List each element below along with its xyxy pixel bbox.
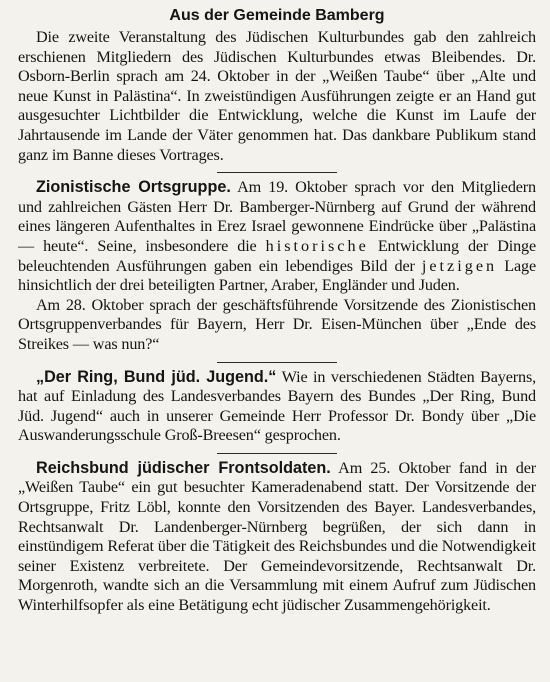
paragraph-text: Wie in verschiedenen Städten Bayerns, hat auf Einladung des Landesverbandes Bayern des Bundes „Der Ring, Bund Jüd. Jugend“ auch in unserer Gemeinde Herr Professor Dr. Bondy über „Die Auswanderungsschule Groß-Breesen“ gesprochen. [18, 367, 537, 445]
section-kulturbund [18, 28, 536, 165]
section-divider [217, 362, 337, 363]
section-divider [217, 453, 337, 454]
emphasis-text: jetzigen [421, 256, 498, 275]
paragraph-reichsbund [18, 459, 536, 616]
paragraph-text: Lage hinsichtlich der drei beteiligten Partner, Araber, Engländer und Juden. [18, 256, 536, 295]
paragraph-text: Entwicklung der Dinge beleuchtenden Ausführungen gaben ein lebendiges Bild der [18, 236, 537, 275]
section-heading: „Der Ring, Bund jüd. Jugend.“ [36, 367, 277, 386]
paragraph-text: Die zweite Veranstaltung des Jüdischen Kulturbundes gab den zahlreich erschienen Mitgliedern des Jüdischen Kulturbundes etwas Bleibendes. Dr. Osborn-Berlin sprach am 24. Oktober in der „Weißen Taube“ über „Alte und neue Kunst in Palästina“. In zweistündigen Ausführungen zeigte er an Hand gut ausgesuchter Lichtbilder die Entwicklung, welche die Kunst im Laufe der Jahrtausende im Lande der Väter genommen hat. Das dankbare Publikum stand ganz im Banne dieses Vortrages. [18, 28, 536, 164]
section-der-ring [18, 368, 536, 446]
paragraph-text: Am 19. Oktober sprach vor den Mitgliedern und zahlreichen Gästen Herr Dr. Bamberger-Nürnberg auf Grund der während eines längeren Aufenthaltes in Erez Israel gewonnene Eindrücke über „Palästina — heute“. Seine, insbesondere die [18, 178, 536, 255]
emphasis-text: historische [265, 236, 369, 255]
paragraph-kulturbund [18, 28, 536, 165]
paragraph-der-ring [18, 368, 536, 446]
paragraph-zionisten-eisen [18, 296, 536, 355]
article-title: Aus der Gemeinde Bamberg [169, 7, 385, 24]
section-heading: Zionistische Ortsgruppe. [36, 178, 231, 197]
paragraph-text: Am 28. Oktober sprach der geschäftsführende Vorsitzende des Zionistischen Ortsgruppenverbandes für Bayern, Herr Dr. Eisen-München über „Ende des Streikes — was nun?“ [18, 295, 536, 353]
paragraph-zionisten-vortrag [18, 178, 536, 296]
section-reichsbund [18, 459, 536, 616]
section-zionistische-ortsgruppe [18, 178, 536, 354]
paragraph-text: Am 25. Oktober fand in der „Weißen Taube“ ein gut besuchter Kameradenabend statt. Der Vorsitzende der Ortsgruppe, Fritz Löbl, konnte den Vorsitzenden des Bayer. Landesverbandes, Rechtsanwalt Dr. Landenberger-Nürnberg begrüßen, der sich dann in einstündigem Referat über die Tätigkeit des Reichsbundes und die Notwendigkeit seiner Existenz verbreitete. Der Gemeindevorsitzende, Rechtsanwalt Dr. Morgenroth, wandte sich an die Versammlung mit einem Aufruf zum Jüdischen Winterhilfsopfer als eine Betätigung echt jüdischer Zusammengehörigkeit. [18, 458, 537, 615]
section-heading: Reichsbund jüdischer Frontsoldaten. [36, 458, 331, 477]
section-divider [217, 172, 337, 173]
